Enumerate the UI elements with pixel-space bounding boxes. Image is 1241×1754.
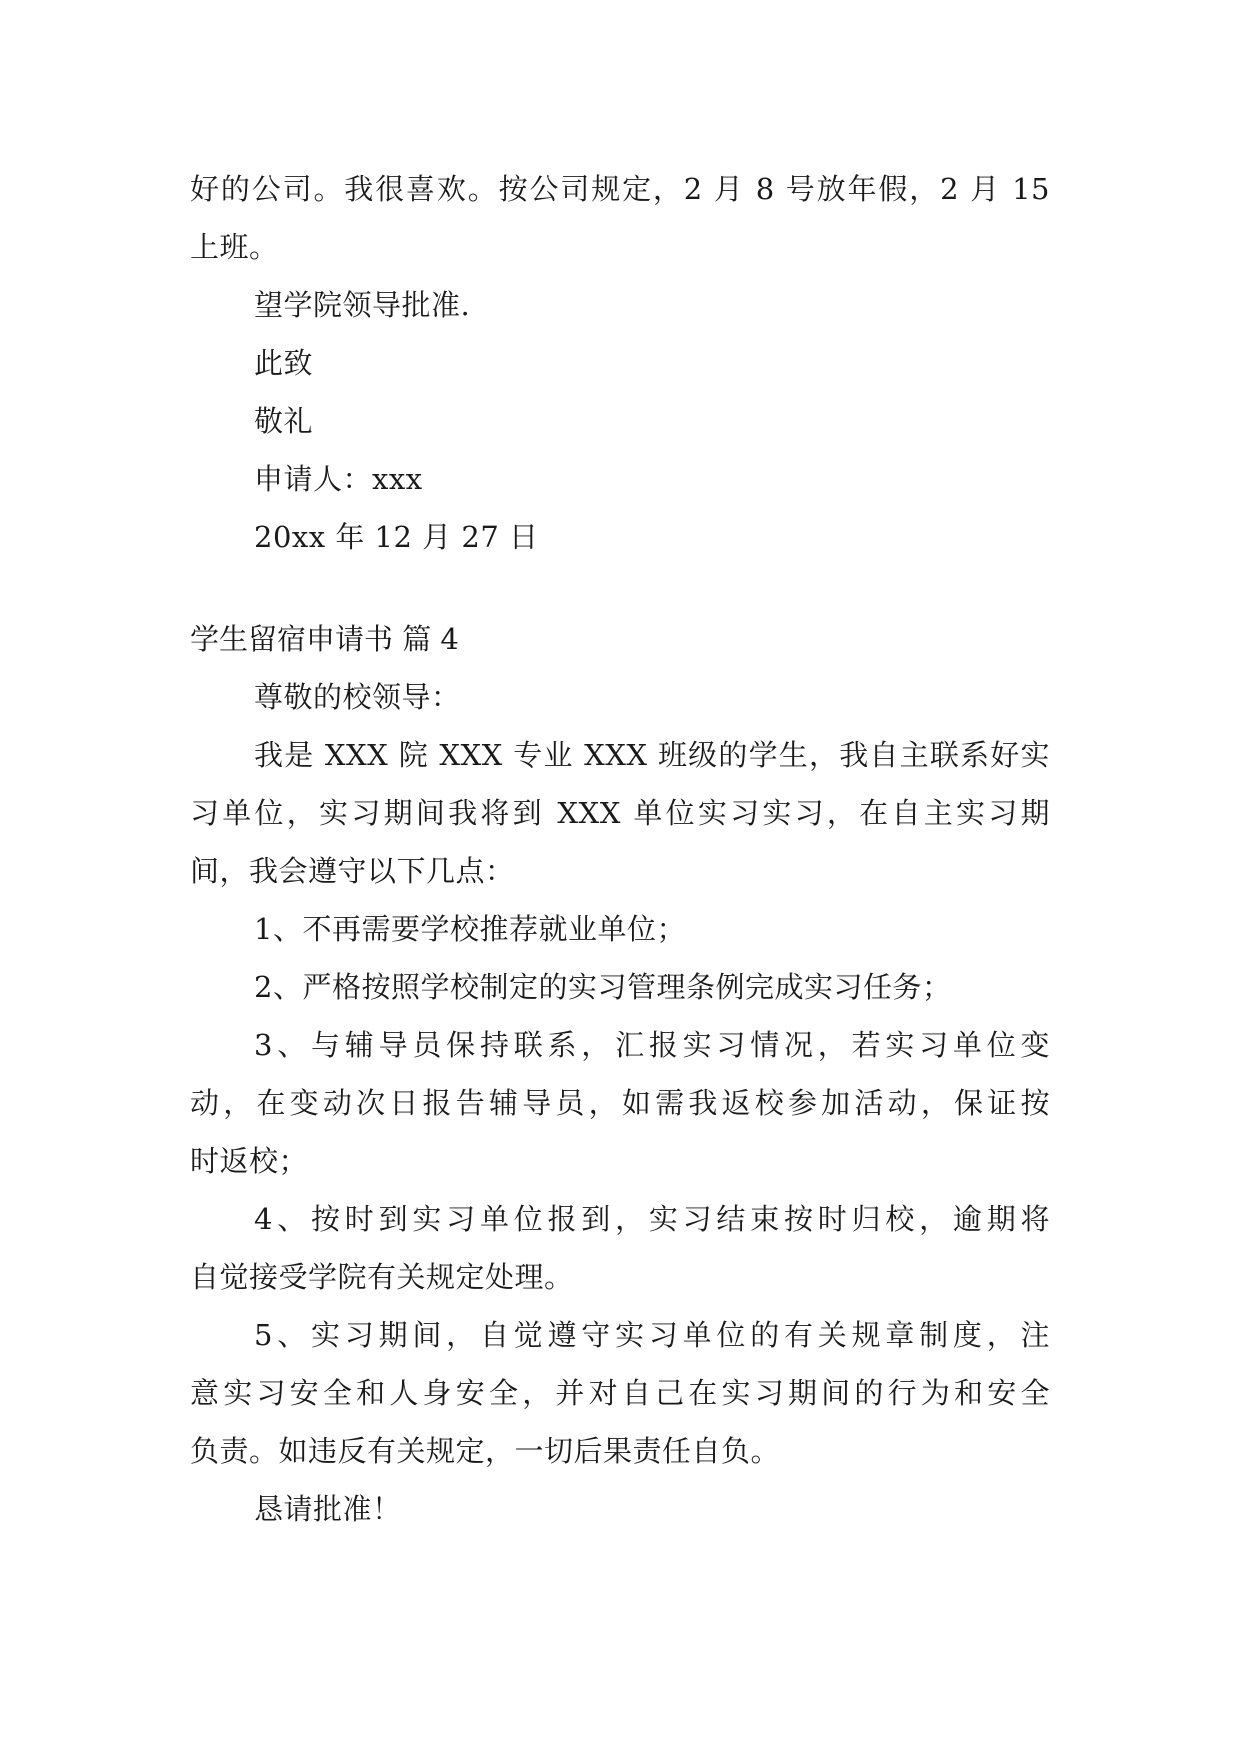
list-item-line: 时返校； bbox=[190, 1144, 309, 1178]
paragraph-line: 上班。 bbox=[190, 230, 279, 264]
applicant-line: 申请人：xxx bbox=[254, 462, 423, 496]
section-title: 学生留宿申请书 篇 4 bbox=[190, 622, 459, 656]
salutation: 尊敬的校领导： bbox=[254, 680, 461, 714]
list-item-line: 自觉接受学院有关规定处理。 bbox=[190, 1260, 574, 1294]
request-line: 望学院领导批准. bbox=[254, 288, 471, 322]
paragraph-line: 习单位，实习期间我将到 XXX 单位实习实习，在自主实习期 bbox=[190, 796, 1050, 830]
date-line: 20xx 年 12 月 27 日 bbox=[254, 520, 539, 554]
list-item: 1、不再需要学校推荐就业单位； bbox=[254, 912, 686, 946]
paragraph-line: 好的公司。我很喜欢。按公司规定，2 月 8 号放年假，2 月 15 bbox=[190, 172, 1050, 206]
paragraph-line: 间，我会遵守以下几点： bbox=[190, 854, 515, 888]
closing-line: 此致 bbox=[254, 346, 314, 380]
list-item-line: 动，在变动次日报告辅导员，如需我返校参加活动，保证按 bbox=[190, 1086, 1050, 1120]
list-item: 4、按时到实习单位报到，实习结束按时归校，逾期将 bbox=[254, 1202, 1050, 1236]
document-body bbox=[190, 160, 1050, 1538]
closing-request: 恳请批准！ bbox=[254, 1492, 402, 1526]
list-item: 2、严格按照学校制定的实习管理条例完成实习任务； bbox=[254, 970, 952, 1004]
closing-line: 敬礼 bbox=[254, 404, 314, 438]
section-gap bbox=[190, 566, 1050, 610]
list-item-line: 意实习安全和人身安全，并对自己在实习期间的行为和安全 bbox=[190, 1376, 1050, 1410]
list-item: 5、实习期间，自觉遵守实习单位的有关规章制度，注 bbox=[254, 1318, 1050, 1352]
list-item-line: 负责。如违反有关规定，一切后果责任自负。 bbox=[190, 1434, 781, 1468]
list-item: 3、与辅导员保持联系，汇报实习情况，若实习单位变 bbox=[254, 1028, 1050, 1062]
paragraph-line: 我是 XXX 院 XXX 专业 XXX 班级的学生，我自主联系好实 bbox=[254, 738, 1050, 772]
